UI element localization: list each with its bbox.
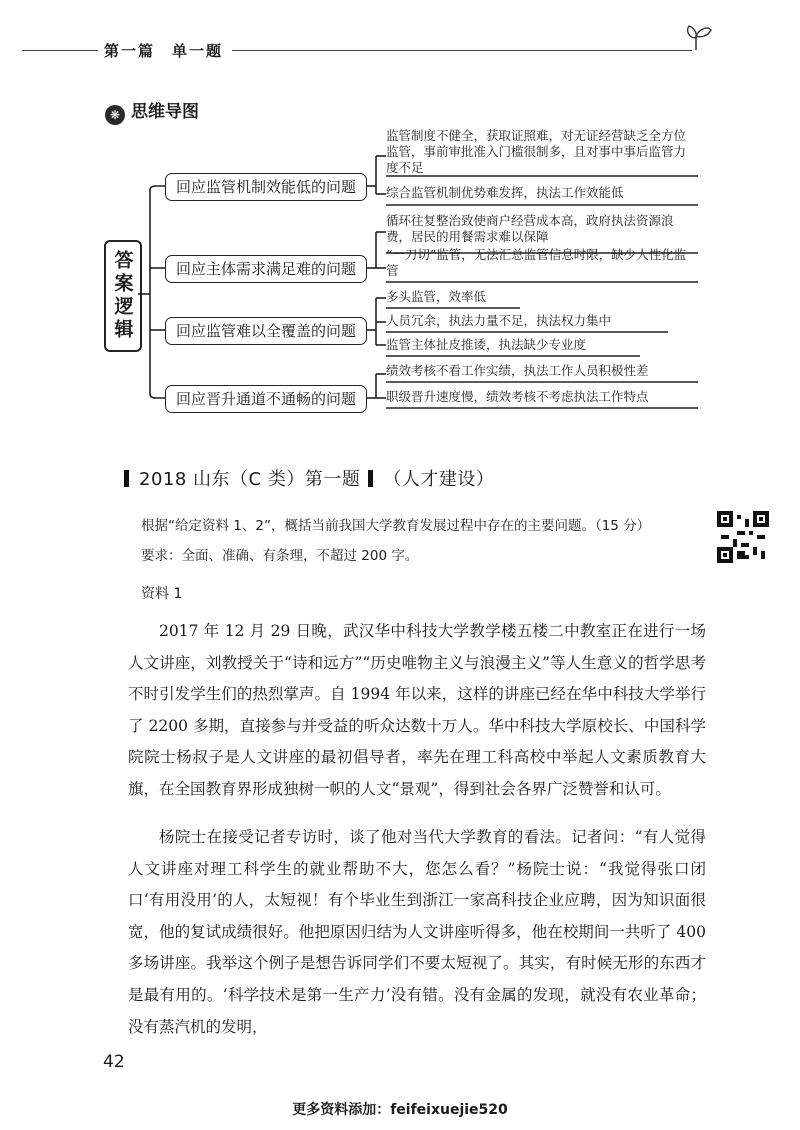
material-label: 资料 1 <box>141 586 183 602</box>
mindmap-connectors <box>0 0 800 420</box>
footer-note: 更多资料添加：feifeixuejie520 <box>292 1102 508 1118</box>
section-title-text: 2018 山东（C 类）第一题 <box>139 469 361 490</box>
qr-code-icon <box>717 511 769 563</box>
mindmap-leaf: 人员冗余，执法力量不足，执法权力集中 <box>386 313 612 328</box>
mindmap-leaf: 职级晋升速度慢，绩效考核不考虑执法工作特点 <box>386 389 649 404</box>
brain-icon: ❋ <box>105 105 125 125</box>
mindmap-leaf: 综合监管机制优势难发挥，执法工作效能低 <box>386 185 624 200</box>
mindmap-branch-3: 回应监管难以全覆盖的问题 <box>165 317 367 345</box>
mindmap-branch-4: 回应晋升通道不通畅的问题 <box>165 385 367 413</box>
section-tag: （人才建设） <box>383 469 495 490</box>
title-bar <box>368 470 373 487</box>
header-title: 第一篇 单一题 <box>98 40 229 61</box>
mindmap-branch-1: 回应监管机制效能低的问题 <box>165 173 367 201</box>
material-paragraph-2: 杨院士在接受记者专访时，谈了他对当代大学教育的看法。记者问：“有人觉得人文讲座对理工科学生的就业帮助不大，您怎么看？”杨院士说：“我觉得张口闭口‘有用没用’的人，太短视！有个毕业生到浙江一家高科技企业应聘，因为知识面很宽，他的复试成绩很好。他把原因归结为人文讲座听得多，他在校期间一共听了 400 多场讲座。我举这个例子是想告诉同学们不要太短视了。其实，有时候无形的东西才是最有用的。‘科学技术是第一生产力’没有错。没有金属的发现，就没有农业革命；没有蒸汽机的发明， <box>128 828 706 1036</box>
page-number: 42 <box>103 1052 125 1072</box>
mindmap-branch-2: 回应主体需求满足难的问题 <box>165 255 367 283</box>
mindmap-leaf: 监管制度不健全，获取证照难，对无证经营缺乏全方位监管，事前审批准入门槛很制多，且对事中事后监管力度不足 <box>386 128 687 175</box>
mindmap-leaf: 循环往复整治致使商户经营成本高，政府执法资源浪费，居民的用餐需求难以保障 <box>386 213 674 244</box>
title-bar <box>124 470 129 487</box>
material-paragraph-1: 2017 年 12 月 29 日晚，武汉华中科技大学教学楼五楼二中教室正在进行一场人文讲座，刘教授关于“诗和远方”“历史唯物主义与浪漫主义”等人生意义的哲学思考不时引发学生们的热烈掌声。自 1994 年以来，这样的讲座已经在华中科技大学举行了 2200 多期，直接参与并受益的听众达数十万人。华中科技大学原校长、中国科学院院士杨叔子是人文讲座的最初倡导者，率先在理工科高校中举起人文素质教育大旗，在全国教育界形成独树一帜的人文“景观”，得到社会各界广泛赞誉和认可。 <box>128 622 706 798</box>
question-prompt: 根据“给定资料 1、2”，概括当前我国大学教育发展过程中存在的主要问题。（15 分） <box>141 518 651 534</box>
mindmap-leaf: “一刀切”监管，无法汇总监管信息时限，缺少人性化监管 <box>386 247 687 278</box>
mindmap-leaf: 绩效考核不看工作实绩，执法工作人员积极性差 <box>386 363 649 378</box>
mindmap-heading-text: 思维导图 <box>131 102 199 122</box>
mindmap-root: 答案逻辑 <box>104 240 142 352</box>
mindmap-leaf: 多头监管，效率低 <box>386 289 487 304</box>
question-requirement: 要求：全面、准确、有条理，不超过 200 字。 <box>141 548 419 564</box>
mindmap-leaf: 监管主体扯皮推诿，执法缺少专业度 <box>386 337 587 352</box>
section-title <box>124 465 494 491</box>
